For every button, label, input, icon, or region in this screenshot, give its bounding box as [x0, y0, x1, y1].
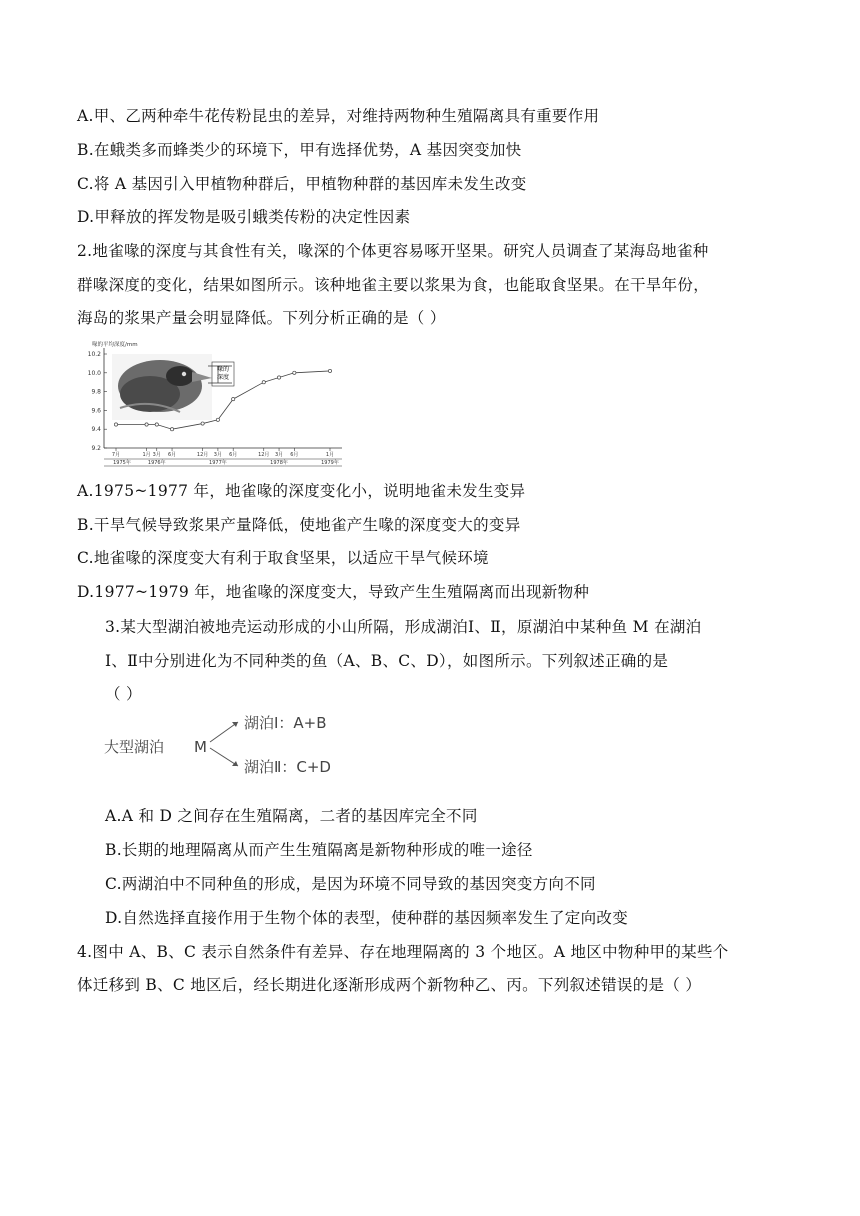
q3-option-b: B.长期的地理隔离从而产生生殖隔离是新物种形成的唯一途径 — [105, 841, 533, 859]
bird-photo-image — [112, 354, 212, 420]
beak-depth-chart — [80, 338, 356, 468]
y-tick-label: 9.4 — [91, 426, 101, 434]
y-tick-label: 9.6 — [91, 407, 101, 415]
q2-option-d: D.1977~1979 年，地雀喙的深度变大，导致产生生殖隔离而出现新物种 — [77, 583, 590, 601]
lake1-label: 湖泊Ⅰ：A+B — [244, 714, 327, 732]
data-point — [201, 422, 204, 425]
q4-stem-line2: 体迁移到 B、C 地区后，经长期进化逐渐形成两个新物种乙、丙。下列叙述错误的是（ ） — [77, 976, 702, 994]
data-point — [262, 381, 265, 384]
q3-stem-line3: （ ） — [105, 685, 142, 703]
data-point — [216, 418, 219, 421]
q1-option-c: C.将 A 基因引入甲植物种群后，甲植物种群的基因库未发生改变 — [77, 175, 527, 193]
q1-option-b: B.在蛾类多而蜂类少的环境下，甲有选择优势，A 基因突变加快 — [77, 141, 522, 159]
year-label: 1978年 — [270, 460, 288, 466]
x-tick-label: 3月 — [152, 452, 161, 458]
arrow-to-lake2 — [210, 748, 238, 766]
arrow-to-lake2-head — [232, 761, 238, 766]
data-point — [114, 423, 117, 426]
q1-option-a: A.甲、乙两种牵牛花传粉昆虫的差异，对维持两物种生殖隔离具有重要作用 — [77, 107, 600, 125]
data-point — [155, 423, 158, 426]
q2-option-b: B.干旱气候导致浆果产量降低，使地雀产生喙的深度变大的变异 — [77, 516, 521, 534]
x-tick-label: 3月 — [213, 452, 222, 458]
y-tick-label: 10.2 — [87, 351, 101, 358]
data-point — [277, 376, 280, 379]
data-point — [293, 371, 296, 374]
q3-option-d: D.自然选择直接作用于生物个体的表型，使种群的基因频率发生了定向改变 — [105, 909, 629, 927]
q3-option-a: A.A 和 D 之间存在生殖隔离，二者的基因库完全不同 — [105, 807, 478, 825]
x-tick-label: 3月 — [274, 452, 284, 458]
x-tick-label: 6月 — [229, 452, 238, 458]
data-point — [170, 428, 173, 431]
x-tick-label: 1月 — [325, 452, 335, 458]
year-label: 1976年 — [147, 460, 166, 466]
x-tick-label: 6月 — [167, 452, 177, 458]
arrow-to-lake1 — [210, 722, 238, 742]
data-point — [145, 423, 148, 426]
x-tick-label: 12月 — [196, 452, 209, 458]
data-point — [232, 398, 235, 401]
q2-stem-line1: 2.地雀喙的深度与其食性有关，喙深的个体更容易啄开坚果。研究人员调查了某海岛地雀种 — [77, 242, 709, 260]
lake-diagram — [102, 704, 362, 786]
q2-stem-line2: 群喙深度的变化，结果如图所示。该种地雀主要以浆果为食，也能取食坚果。在干旱年份， — [77, 276, 710, 294]
y-tick-label: 9.2 — [91, 445, 101, 452]
beak-depth-chart-svg — [80, 338, 356, 468]
lake-diagram-svg — [102, 704, 362, 786]
x-tick-label: 7月 — [111, 452, 121, 458]
beak-depth-annotation — [208, 362, 234, 386]
q3-option-c: C.两湖泊中不同种鱼的形成，是因为环境不同导致的基因突变方向不同 — [105, 875, 596, 893]
y-tick-label: 9.8 — [91, 388, 101, 396]
q2-option-a: A.1975~1977 年，地雀喙的深度变化小，说明地雀未发生变异 — [77, 482, 526, 500]
x-tick-label: 12月 — [258, 452, 270, 458]
lake-source-label: 大型湖泊 — [104, 738, 165, 756]
q3-stem-line1: 3.某大型湖泊被地壳运动形成的小山所隔，形成湖泊Ⅰ、Ⅱ，原湖泊中某种鱼 M 在湖泊 — [105, 618, 702, 636]
y-tick-label: 10.0 — [87, 369, 101, 377]
q3-stem-line2: Ⅰ、Ⅱ中分别进化为不同种类的鱼（A、B、C、D），如图所示。下列叙述正确的是 — [105, 652, 669, 670]
annotation-label: 喙的深度 — [216, 366, 230, 381]
year-label: 1977年 — [209, 460, 227, 466]
y-axis-title: 喙的平均深度/mm — [92, 342, 138, 348]
x-tick-label: 6月 — [290, 452, 299, 458]
lake2-label: 湖泊Ⅱ：C+D — [244, 758, 331, 776]
q1-option-d: D.甲释放的挥发物是吸引蛾类传粉的决定性因素 — [77, 208, 411, 226]
q2-stem-line3: 海岛的浆果产量会明显降低。下列分析正确的是（ ） — [77, 309, 446, 327]
year-label: 1979年 — [321, 460, 339, 466]
x-tick-label: 1月 — [142, 452, 151, 458]
q4-stem-line1: 4.图中 A、B、C 表示自然条件有差异、存在地理隔离的 3 个地区。A 地区中物种甲的某些个 — [77, 943, 729, 961]
q2-option-c: C.地雀喙的深度变大有利于取食坚果，以适应干旱气候环境 — [77, 549, 489, 567]
data-point — [328, 369, 331, 372]
fish-m-label: M — [194, 738, 207, 756]
year-label: 1975年 — [113, 460, 131, 466]
